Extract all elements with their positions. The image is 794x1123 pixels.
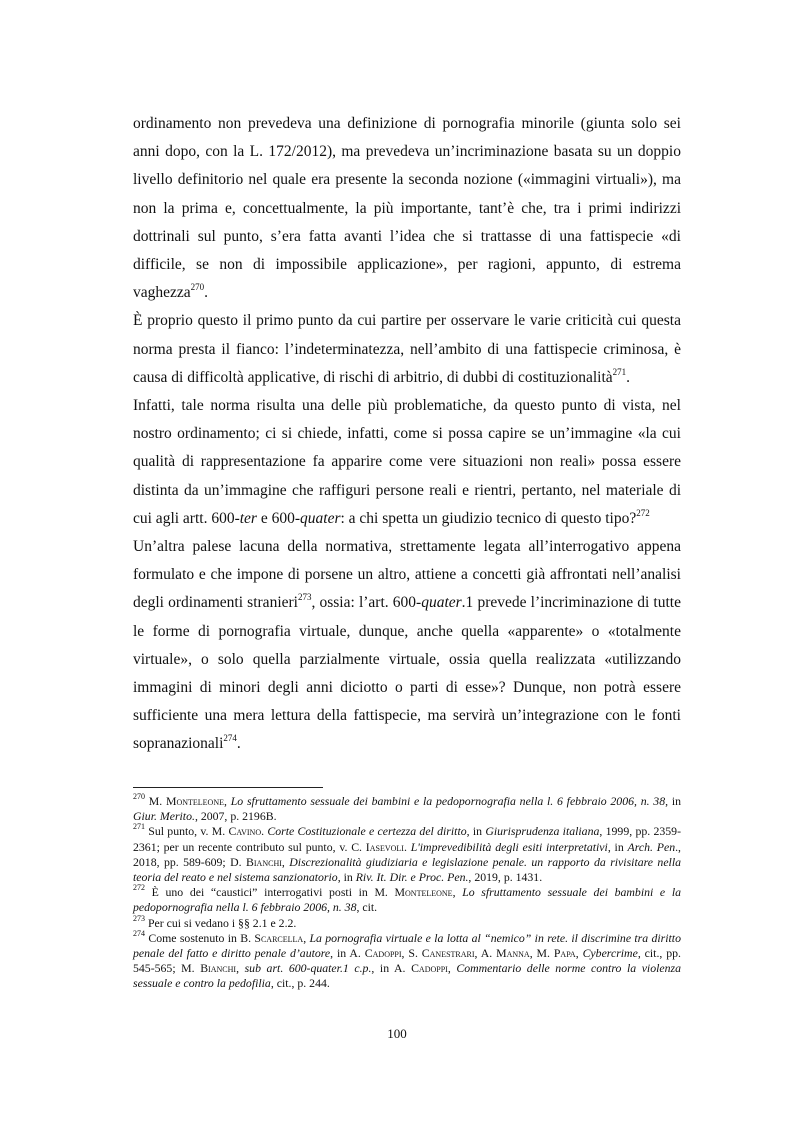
footnotes-section xyxy=(133,794,681,992)
author-name: Monteleone xyxy=(394,885,453,900)
footnote-number: 272 xyxy=(133,883,145,893)
author-name: Cadoppi xyxy=(364,946,402,961)
author-name: Manna xyxy=(496,946,530,961)
footnote-text: , A. xyxy=(474,946,497,961)
footnote-text: , 1999, pp. 2359-2361; per un recente contributo sul punto, v. C. xyxy=(133,824,682,854)
footnote-text: , S. xyxy=(401,946,422,961)
article-suffix-ter: ter xyxy=(239,509,257,527)
author-name: Iasevoli xyxy=(365,839,404,854)
work-title: sub art. 600-quater.1 c.p. xyxy=(244,961,372,976)
footnote-number: 274 xyxy=(133,928,145,938)
footnote-text: , xyxy=(452,885,463,900)
footnote-text: , cit. xyxy=(356,900,378,915)
footnote-text: , xyxy=(303,930,310,945)
paragraph-2-sentence-end: . xyxy=(626,368,631,386)
paragraph-3-end: . xyxy=(236,735,241,753)
work-title: Corte Costituzionale e certezza del diritto xyxy=(267,824,467,839)
author-name: Scarcella xyxy=(254,930,304,945)
author-name: Monteleone xyxy=(165,794,225,808)
footnote-number: 271 xyxy=(133,822,145,832)
footnote-274 xyxy=(133,928,682,992)
footnote-text: , in xyxy=(607,839,628,854)
footnote-text: , xyxy=(447,961,457,976)
footnote-text: , xyxy=(224,794,231,808)
paragraph-2-text: È proprio questo il primo punto da cui partire per osservare le varie criticità cui questa norma presta il fianco: l’indeterminatezza, nell’ambito di una fattispecie criminosa, è causa di difficoltà applicative, di rischi di arbitrio, di dubbi di costituzionalità xyxy=(133,312,681,386)
footnote-ref-272[interactable]: 272 xyxy=(636,507,650,518)
author-name: Canestrari xyxy=(421,946,475,961)
author-name: Bianchi xyxy=(200,961,237,976)
footnote-text: . xyxy=(403,839,411,854)
footnote-270 xyxy=(133,794,681,824)
article-suffix-quater: quater xyxy=(300,509,341,527)
footnote-text: , 2007, p. 2196B. xyxy=(194,809,277,824)
footnote-text: , M. xyxy=(529,946,554,961)
paragraph-3-continuation: .1 prevede l’incriminazione di tutte le forme di pornografia virtuale, dunque, anche quella «apparente» o «totalmente virtuale», o solo quella parzialmente virtuale, ossia quella realizzata «utilizzando immagini di minori degli anni diciotto o parti di esse»? Dunque, non potrà essere sufficiente una mera lettura della fattispecie, ma servirà un’integrazione con le fonti sopranazionali xyxy=(133,594,681,753)
footnote-text: Come sostenuto in B. xyxy=(145,930,255,945)
footnote-text: , in A. xyxy=(330,946,365,961)
paragraph-1 xyxy=(133,110,681,307)
page-number: 100 xyxy=(387,1026,407,1041)
footnote-text: , in xyxy=(466,824,486,839)
footnote-text: Per cui si vedano i §§ 2.1 e 2.2. xyxy=(145,915,297,930)
work-title: Lo sfruttamento sessuale dei bambini e la pedopornografia nella l. 6 febbraio 2006, n. 38 xyxy=(230,794,666,808)
work-title: La pornografia virtuale e la lotta al “nemico” in rete. il discrimine tra diritto penale del fatto e diritto penale d’autore xyxy=(133,930,681,961)
journal-title: Arch. Pen xyxy=(627,839,676,854)
footnote-number: 270 xyxy=(133,792,145,802)
footnote-text: , in xyxy=(337,870,356,885)
footnote-text: È uno dei “caustici” interrogativi posti in M. xyxy=(145,885,395,900)
paragraph-2-continuation: Infatti, tale norma risulta una delle più problematiche, da questo punto di vista, nel nostro ordinamento; ci si chiede, infatti, come si possa capire se un’immagine «la cui qualità di rappresentazione fa apparire come vere situazioni non reali» possa essere distinta da un’immagine che raffiguri persone reali e rientri, pertanto, nel materiale di cui agli artt. 600- xyxy=(133,397,681,527)
paragraph-2 xyxy=(133,307,681,533)
work-title: Commentario delle norme contro la violenza sessuale e contro la pedofilia xyxy=(133,961,682,991)
work-title: L'imprevedibilità degli esiti interpretativi xyxy=(410,839,608,854)
author-name: Cadoppi xyxy=(411,961,448,976)
footnote-text: , cit., p. 244. xyxy=(270,976,330,991)
paragraph-3 xyxy=(133,533,681,759)
footnote-273 xyxy=(133,913,681,931)
footnote-271 xyxy=(133,824,681,885)
main-body-text xyxy=(133,110,681,759)
paragraph-1-end: . xyxy=(204,284,209,302)
paragraph-2-question: : a chi spetta un giudizio tecnico di questo tipo? xyxy=(340,509,637,527)
work-title: Cybercrime xyxy=(582,946,638,961)
footnote-text: , xyxy=(575,946,583,961)
footnote-text: , cit., pp. 545-565; M. xyxy=(133,946,681,976)
footnote-text: Sul punto, v. M. xyxy=(145,824,229,839)
footnote-text: . xyxy=(261,824,268,839)
work-title: Discrezionalità giudiziaria e legislazione penale. un rapporto da rivisitare nella teoria del reato e nel sistema sanzionatorio xyxy=(133,854,682,885)
footnote-text: , xyxy=(236,961,245,976)
paragraph-1-text: ordinamento non prevedeva una definizione di pornografia minorile (giunta solo sei anni dopo, con la L. 172/2012), ma prevedeva un’incriminazione basata su un doppio livello definitorio nel quale era presente la seconda nozione («immagini virtuali»), ma non la prima e, concettualmente, la più importante, tant’è che, tra i primi indirizzi dottrinali sul punto, s’era fatta avanti l’idea che si trattasse di una fattispecie «di difficile, se non di impossibile applicazione», per ragioni, appunto, di estrema vaghezza xyxy=(133,115,681,302)
author-name: Bianchi xyxy=(246,854,282,869)
footnote-number: 273 xyxy=(133,913,145,923)
author-name: Papa xyxy=(553,946,576,961)
footnote-ref-273[interactable]: 273 xyxy=(297,592,312,603)
footnote-separator xyxy=(133,787,323,788)
journal-title: Riv. It. Dir. e Proc. Pen. xyxy=(355,870,469,885)
paragraph-2-conjunction: e 600- xyxy=(256,509,301,527)
footnote-ref-274[interactable]: 274 xyxy=(223,733,237,744)
footnote-ref-271[interactable]: 271 xyxy=(612,366,627,377)
footnote-text: , 2019, p. 1431. xyxy=(468,870,543,885)
work-title: Lo sfruttamento sessuale dei bambini e la pedopornografia nella l. 6 febbraio 2006, n. 38 xyxy=(133,885,681,915)
paragraph-3-article-ref: , ossia: l’art. 600- xyxy=(311,594,422,612)
footnote-ref-270[interactable]: 270 xyxy=(190,282,205,293)
journal-title: Giur. Merito. xyxy=(133,809,195,824)
footnote-text: ., 2018, pp. 589-609; D. xyxy=(133,839,682,869)
footnote-text: , in A. xyxy=(371,961,412,976)
footnote-text: M. xyxy=(145,794,166,808)
footnote-272 xyxy=(133,885,681,915)
author-name: Cavino xyxy=(228,824,262,839)
footnote-text: , xyxy=(281,854,290,869)
article-suffix-quater-1: quater xyxy=(421,594,462,612)
paragraph-3-text: Un’altra palese lacuna della normativa, strettamente legata all’interrogativo appena formulato e che impone di porsene un altro, attiene a concetti già affrontati nell’analisi degli ordinamenti stranieri xyxy=(133,538,681,612)
journal-title: Giurisprudenza italiana xyxy=(485,824,600,839)
footnote-text: , in xyxy=(665,794,681,808)
